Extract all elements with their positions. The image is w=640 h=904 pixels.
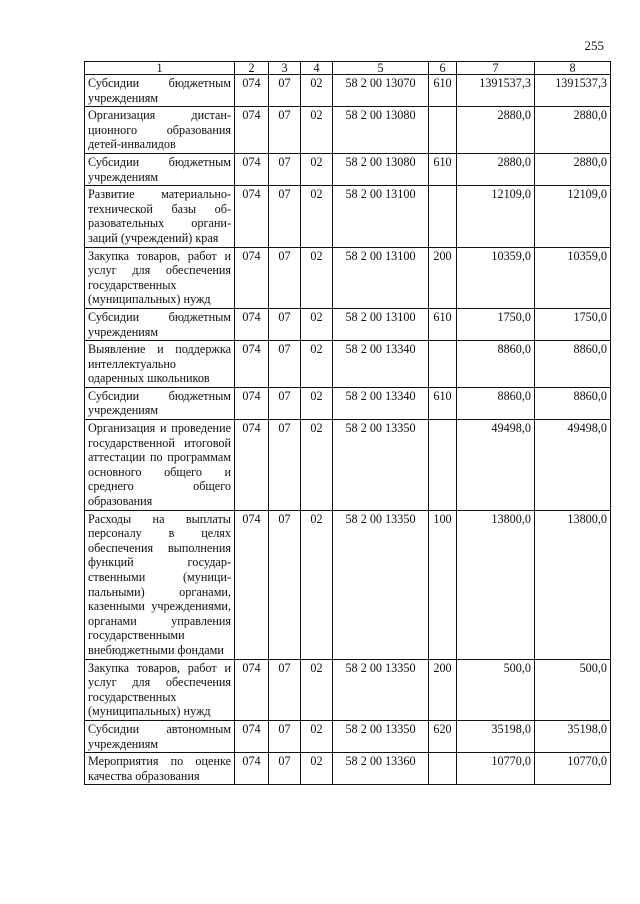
amount-col7: 49498,0 [457,420,535,511]
table-row [85,720,611,752]
subsection-code: 02 [301,510,333,659]
table-row [85,153,611,185]
expense-item-name: Организация и проведение государственной итоговой аттестации по программам основного общего и среднего общего образования [85,420,235,511]
table-row [85,753,611,785]
expense-type-code [429,341,457,388]
amount-col8: 8860,0 [535,387,611,419]
section-code: 07 [269,420,301,511]
ministry-code: 074 [235,659,269,720]
column-header: 6 [429,62,457,75]
table-row [85,308,611,340]
subsection-code: 02 [301,153,333,185]
table-row [85,659,611,720]
ministry-code: 074 [235,753,269,785]
amount-col7: 12109,0 [457,186,535,247]
expense-type-code [429,420,457,511]
section-code: 07 [269,153,301,185]
ministry-code: 074 [235,153,269,185]
expense-item-name: Закупка товаров, работ и услуг для обеспечения государственных (муниципальных) нужд [85,247,235,308]
section-code: 07 [269,107,301,154]
section-code: 07 [269,341,301,388]
amount-col8: 13800,0 [535,510,611,659]
expense-item-name: Субсидии бюджетным учреждениям [85,153,235,185]
amount-col7: 8860,0 [457,387,535,419]
amount-col7: 8860,0 [457,341,535,388]
expense-item-name: Выявление и поддержка интеллектуально одаренных школьников [85,341,235,388]
amount-col7: 2880,0 [457,153,535,185]
ministry-code: 074 [235,247,269,308]
amount-col8: 1391537,3 [535,75,611,107]
expense-item-name: Субсидии бюджетным учреждениям [85,387,235,419]
amount-col7: 1750,0 [457,308,535,340]
table-row [85,186,611,247]
target-article-code: 58 2 00 13350 [333,659,429,720]
section-code: 07 [269,75,301,107]
subsection-code: 02 [301,420,333,511]
ministry-code: 074 [235,510,269,659]
subsection-code: 02 [301,186,333,247]
amount-col7: 35198,0 [457,720,535,752]
expense-type-code: 610 [429,75,457,107]
ministry-code: 074 [235,308,269,340]
expense-type-code: 100 [429,510,457,659]
amount-col7: 13800,0 [457,510,535,659]
target-article-code: 58 2 00 13100 [333,247,429,308]
section-code: 07 [269,247,301,308]
subsection-code: 02 [301,247,333,308]
expense-item-name: Расходы на выплаты персоналу в целях обеспечения выполнения функций государственными (муниципальными) органами, казенными учреждениями, органами управления государственными внебюджетными фондами [85,510,235,659]
column-header: 7 [457,62,535,75]
section-code: 07 [269,186,301,247]
subsection-code: 02 [301,341,333,388]
amount-col8: 49498,0 [535,420,611,511]
table-row [85,387,611,419]
table-row [85,107,611,154]
amount-col8: 2880,0 [535,107,611,154]
expense-type-code: 610 [429,308,457,340]
expense-type-code: 200 [429,247,457,308]
section-code: 07 [269,510,301,659]
ministry-code: 074 [235,186,269,247]
amount-col8: 10770,0 [535,753,611,785]
table-row [85,341,611,388]
target-article-code: 58 2 00 13080 [333,107,429,154]
expense-type-code [429,186,457,247]
column-header: 3 [269,62,301,75]
table-row [85,247,611,308]
target-article-code: 58 2 00 13070 [333,75,429,107]
amount-col7: 500,0 [457,659,535,720]
table-row [85,75,611,107]
table-row [85,510,611,659]
ministry-code: 074 [235,387,269,419]
ministry-code: 074 [235,720,269,752]
amount-col8: 10359,0 [535,247,611,308]
column-header: 4 [301,62,333,75]
amount-col7: 10770,0 [457,753,535,785]
amount-col7: 1391537,3 [457,75,535,107]
table-row [85,420,611,511]
subsection-code: 02 [301,753,333,785]
ministry-code: 074 [235,420,269,511]
expense-type-code: 620 [429,720,457,752]
column-header: 2 [235,62,269,75]
subsection-code: 02 [301,75,333,107]
target-article-code: 58 2 00 13350 [333,720,429,752]
section-code: 07 [269,308,301,340]
amount-col8: 1750,0 [535,308,611,340]
amount-col8: 12109,0 [535,186,611,247]
ministry-code: 074 [235,75,269,107]
table-header-row [85,62,611,75]
section-code: 07 [269,387,301,419]
budget-table [84,61,611,785]
subsection-code: 02 [301,387,333,419]
target-article-code: 58 2 00 13360 [333,753,429,785]
amount-col7: 2880,0 [457,107,535,154]
expense-item-name: Закупка товаров, работ и услуг для обеспечения государственных (муниципальных) нужд [85,659,235,720]
expense-item-name: Организация дистанционного образования детей-инвалидов [85,107,235,154]
subsection-code: 02 [301,107,333,154]
target-article-code: 58 2 00 13100 [333,186,429,247]
section-code: 07 [269,659,301,720]
expense-type-code [429,753,457,785]
page-number: 255 [584,38,604,53]
target-article-code: 58 2 00 13340 [333,387,429,419]
expense-item-name: Развитие материально-технической базы образовательных организаций (учреждений) края [85,186,235,247]
expense-item-name: Субсидии бюджетным учреждениям [85,75,235,107]
target-article-code: 58 2 00 13350 [333,420,429,511]
target-article-code: 58 2 00 13350 [333,510,429,659]
expense-type-code: 610 [429,387,457,419]
amount-col8: 8860,0 [535,341,611,388]
expense-item-name: Субсидии автономным учреждениям [85,720,235,752]
amount-col8: 2880,0 [535,153,611,185]
expense-type-code: 610 [429,153,457,185]
amount-col8: 35198,0 [535,720,611,752]
section-code: 07 [269,753,301,785]
expense-item-name: Мероприятия по оценке качества образования [85,753,235,785]
target-article-code: 58 2 00 13340 [333,341,429,388]
column-header: 8 [535,62,611,75]
amount-col8: 500,0 [535,659,611,720]
ministry-code: 074 [235,341,269,388]
ministry-code: 074 [235,107,269,154]
section-code: 07 [269,720,301,752]
amount-col7: 10359,0 [457,247,535,308]
subsection-code: 02 [301,308,333,340]
column-header: 5 [333,62,429,75]
expense-type-code: 200 [429,659,457,720]
target-article-code: 58 2 00 13100 [333,308,429,340]
expense-item-name: Субсидии бюджетным учреждениям [85,308,235,340]
expense-type-code [429,107,457,154]
subsection-code: 02 [301,720,333,752]
target-article-code: 58 2 00 13080 [333,153,429,185]
column-header: 1 [85,62,235,75]
subsection-code: 02 [301,659,333,720]
